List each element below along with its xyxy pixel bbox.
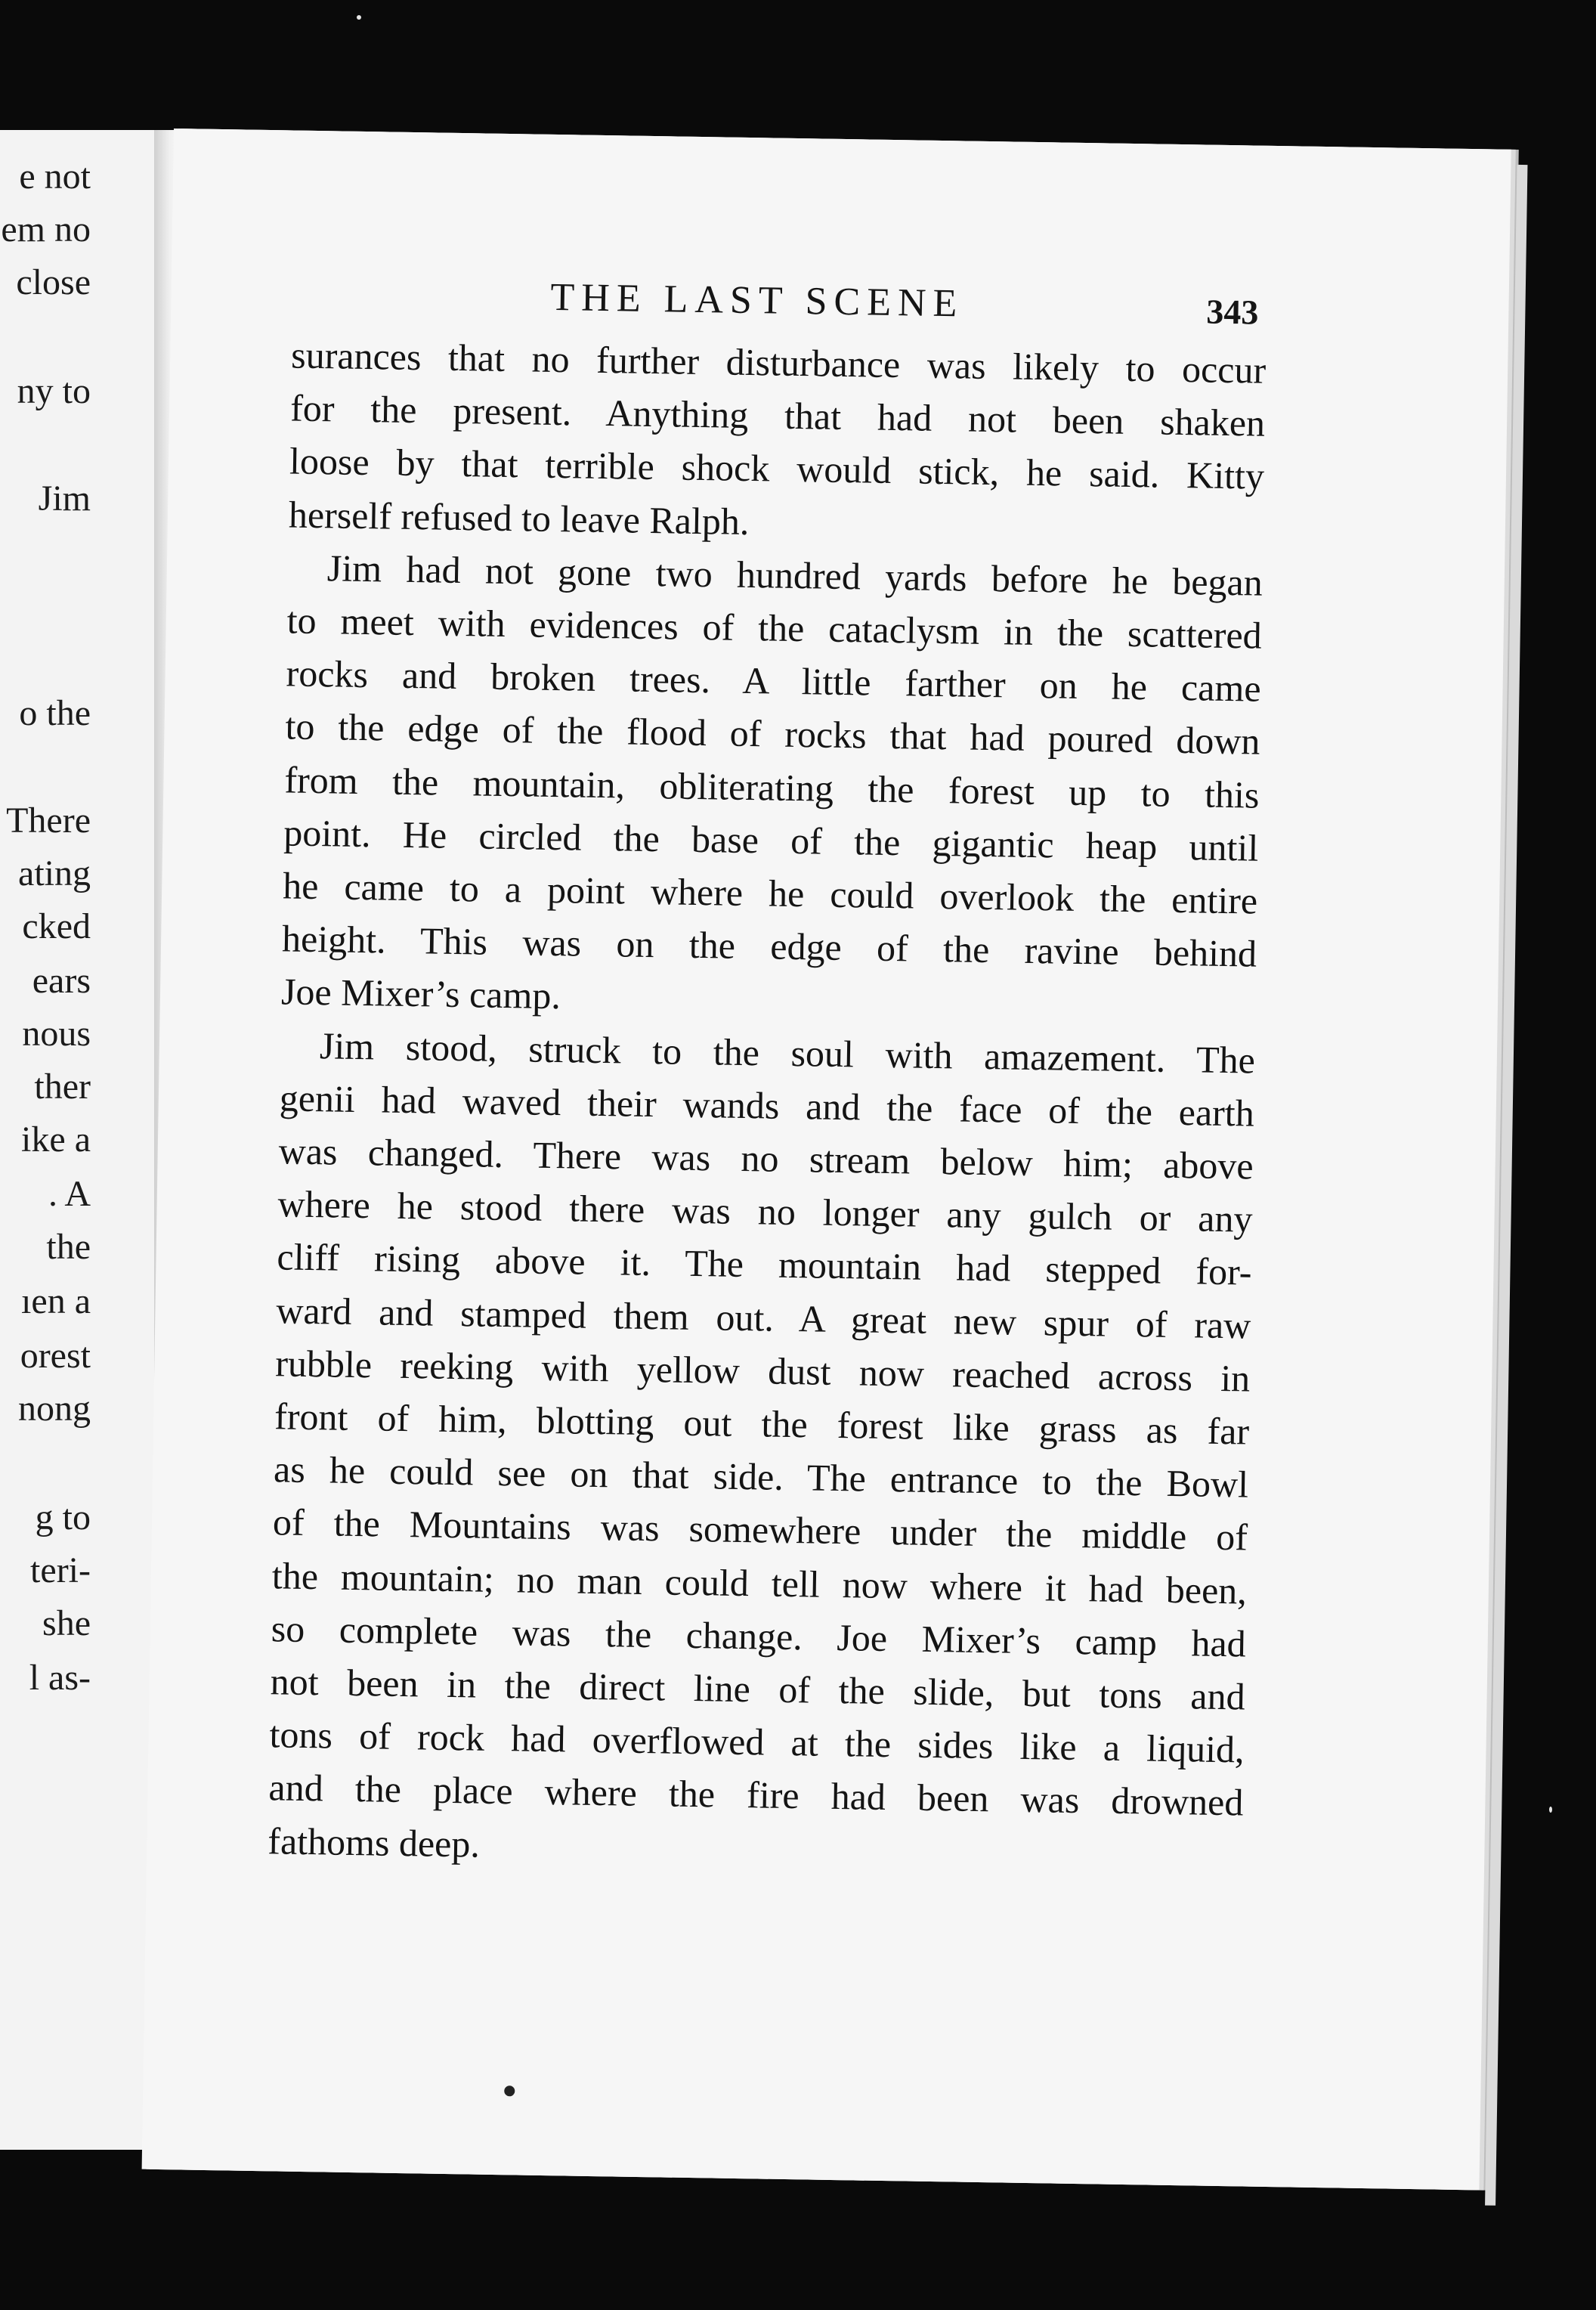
- left-page-line: the: [46, 1227, 91, 1267]
- body-text: [268, 328, 1267, 1882]
- text-line: of the Mountains was somewhere under the middle of: [272, 1500, 1248, 1559]
- text-line: not been in the direct line of the slide, but tons and: [270, 1660, 1246, 1718]
- page-number: 343: [1205, 292, 1259, 332]
- text-line: genii had waved their wands and the face of the earth: [279, 1076, 1255, 1135]
- text-line: as he could see on that side. The entrance to the Bowl: [273, 1448, 1249, 1506]
- text-line: and the place where the fire had been was drowned: [268, 1766, 1244, 1824]
- left-page-line: e not: [19, 156, 91, 197]
- text-line: to meet with evidences of the cataclysm in the scattered: [286, 599, 1263, 657]
- text-line: Joe Mixer’s camp.: [280, 970, 561, 1017]
- left-page-line: ike a: [21, 1119, 91, 1160]
- paragraph: [281, 540, 1264, 1033]
- text-line: from the mountain, obliterating the forest up to this: [284, 758, 1260, 816]
- text-line: loose by that terrible shock would stick, he said. Kitty: [289, 439, 1265, 498]
- left-page-line: ating: [18, 853, 91, 893]
- text-line: fathoms deep.: [267, 1819, 481, 1866]
- dust-speck: [357, 15, 361, 20]
- text-line: rubble reeking with yellow dust now reached across in: [274, 1342, 1251, 1400]
- left-page-line: ny to: [17, 371, 91, 411]
- text-line: herself refused to leave Ralph.: [288, 493, 750, 543]
- left-page-line: em no: [1, 209, 91, 249]
- text-line: ward and stamped them out. A great new spur of raw: [276, 1288, 1251, 1347]
- text-line: so complete was the change. Joe Mixer’s camp had: [271, 1607, 1247, 1665]
- left-page-line: Jim: [38, 478, 91, 519]
- text-line: tons of rock had overflowed at the sides like a liquid,: [269, 1713, 1245, 1771]
- left-page-line: . A: [48, 1174, 91, 1214]
- left-page-line: teri-: [30, 1550, 91, 1590]
- page-edge: [1485, 165, 1527, 2206]
- text-line: he came to a point where he could overlook the entire: [282, 864, 1258, 922]
- text-line: height. This was on the edge of the ravine behind: [281, 917, 1257, 975]
- left-page-line: ears: [32, 961, 91, 1001]
- left-page-line: g to: [35, 1497, 91, 1537]
- ink-dot: [504, 2086, 515, 2096]
- dust-speck: [1549, 1807, 1552, 1813]
- paragraph: [268, 1018, 1255, 1882]
- text-line: surances that no further disturbance was likely to occur: [290, 333, 1267, 392]
- left-page-line: orest: [20, 1336, 91, 1376]
- left-page-line: close: [16, 262, 91, 302]
- text-line: where he stood there was no longer any gulch or any: [277, 1182, 1253, 1240]
- left-page-line: nous: [22, 1014, 91, 1054]
- running-head: THE LAST SCENE: [550, 275, 964, 326]
- left-page: [0, 130, 161, 2150]
- left-page-line: There: [6, 800, 91, 841]
- left-page-line: cked: [22, 906, 91, 946]
- paragraph: [288, 328, 1266, 556]
- left-page-line: she: [42, 1603, 91, 1643]
- right-page: [142, 129, 1511, 2190]
- left-page-line: o the: [19, 693, 91, 733]
- text-line: point. He circled the base of the gigantic heap until: [283, 811, 1259, 869]
- text-line: was changed. There was no stream below him; above: [278, 1129, 1254, 1188]
- text-line: the mountain; no man could tell now where it had been,: [271, 1553, 1248, 1612]
- text-line: for the present. Anything that had not been shaken: [289, 386, 1266, 444]
- text-line: Jim stood, struck to the soul with amazement. The: [319, 1023, 1256, 1082]
- text-line: cliff rising above it. The mountain had stepped for-: [277, 1235, 1252, 1294]
- left-page-line: ther: [34, 1067, 91, 1107]
- left-page-line: ıen a: [21, 1281, 91, 1321]
- text-line: Jim had not gone two hundred yards before he began: [326, 547, 1264, 604]
- left-page-line: l as-: [29, 1658, 91, 1698]
- text-line: rocks and broken trees. A little farther on he came: [286, 652, 1261, 710]
- left-page-line: nong: [18, 1389, 91, 1429]
- text-line: front of him, blotting out the forest like grass as far: [274, 1395, 1250, 1453]
- text-line: to the edge of the flood of rocks that had poured down: [285, 704, 1260, 763]
